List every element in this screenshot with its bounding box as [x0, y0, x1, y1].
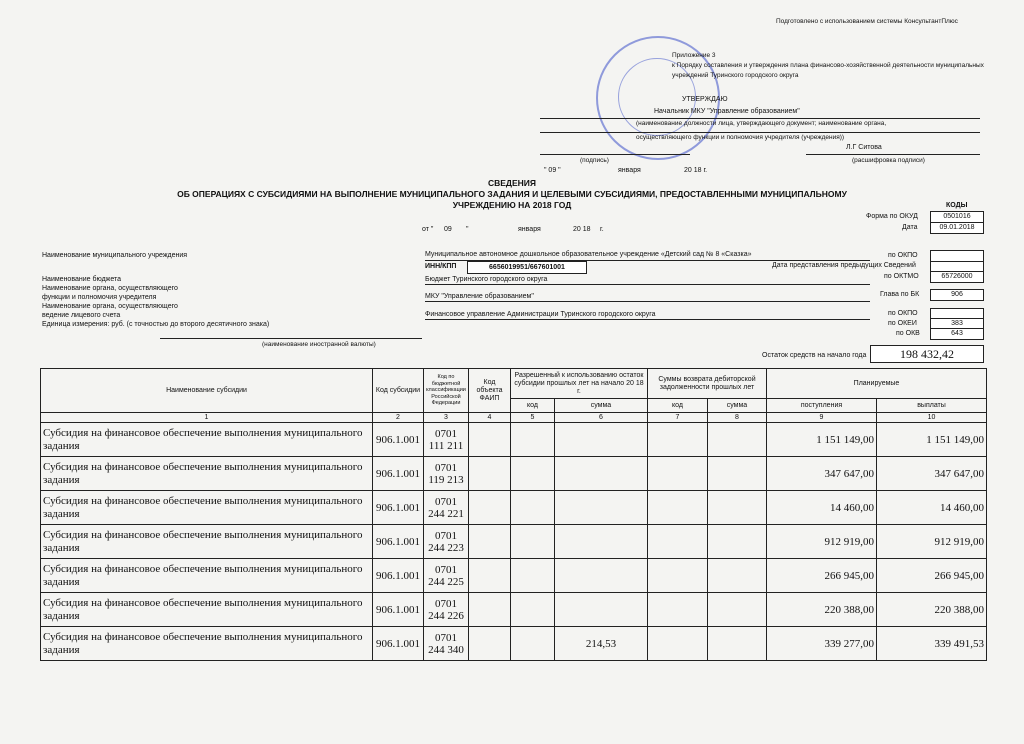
return-sum [708, 627, 767, 661]
label-unit: Единица измерения: руб. (с точностью до второго десятичного знака) [42, 321, 270, 328]
planned-payments: 912 919,00 [877, 525, 987, 559]
bk-section: 0701 [435, 461, 457, 474]
planned-payments: 220 388,00 [877, 593, 987, 627]
subsidy-code: 906.1.001 [373, 593, 424, 627]
faip-code [469, 593, 511, 627]
allowed-code [511, 525, 555, 559]
col-number: 4 [469, 413, 511, 423]
okpo-label: по ОКПО [888, 252, 918, 259]
okpo2-label: по ОКПО [888, 310, 918, 317]
allowed-sum [555, 525, 648, 559]
planned-receipts: 912 919,00 [767, 525, 877, 559]
planned-receipts: 220 388,00 [767, 593, 877, 627]
bk-section: 0701 [435, 631, 457, 644]
table-row [41, 423, 987, 457]
allowed-code [511, 423, 555, 457]
oktmo-label: по ОКТМО [884, 273, 919, 280]
header-name: Наименование субсидии [41, 369, 373, 413]
bk-article: 119 213 [428, 473, 464, 486]
appendix-line3: учреждений Туринского городского округа [672, 72, 799, 79]
planned-receipts: 14 460,00 [767, 491, 877, 525]
bk-section: 0701 [435, 563, 457, 576]
col-number: 9 [767, 413, 877, 423]
title-line1: СВЕДЕНИЯ [487, 178, 537, 188]
table-row [41, 525, 987, 559]
appendix-line1: Приложение 3 [672, 52, 716, 59]
okv-label: по ОКВ [896, 330, 920, 337]
bk-section: 0701 [435, 427, 457, 440]
codes-header: КОДЫ [946, 202, 968, 209]
bk-code [424, 627, 469, 661]
subsidy-code: 906.1.001 [373, 491, 424, 525]
col-number: 2 [373, 413, 424, 423]
faip-code [469, 491, 511, 525]
faip-code [469, 525, 511, 559]
header-sum-sub2: сумма [708, 399, 767, 413]
approval-day: " 09 " [544, 167, 561, 174]
approve-label: УТВЕРЖДАЮ [682, 96, 728, 103]
function-caption: осуществляющего функции и полномочия учредителя (учреждения)) [636, 134, 845, 141]
allowed-sum [555, 457, 648, 491]
okv-value: 643 [930, 328, 984, 340]
bk-article: 244 226 [428, 609, 464, 622]
return-code [648, 525, 708, 559]
subsidy-code: 906.1.001 [373, 525, 424, 559]
date-year: 20 18 [573, 226, 591, 233]
account-holder-name: Финансовое управление Администрации Туринского городского округа [425, 311, 656, 318]
return-sum [708, 423, 767, 457]
return-code [648, 491, 708, 525]
header-code-sub2: код [648, 399, 708, 413]
planned-receipts: 347 647,00 [767, 457, 877, 491]
allowed-code [511, 491, 555, 525]
balance-label: Остаток средств на начало года [762, 352, 867, 359]
allowed-sum [555, 491, 648, 525]
currency-caption: (наименование иностранной валюты) [262, 341, 376, 348]
appendix-line2: к Порядку составления и утверждения плана финансово-хозяйственной деятельности муниципальных [672, 62, 984, 69]
subsidy-code: 906.1.001 [373, 423, 424, 457]
bk-code [424, 491, 469, 525]
faip-code [469, 423, 511, 457]
header-sum-sub: сумма [555, 399, 648, 413]
planned-payments: 266 945,00 [877, 559, 987, 593]
bk-value: 906 [930, 289, 984, 301]
planned-payments: 14 460,00 [877, 491, 987, 525]
approver-name: Л.Г Ситова [846, 144, 882, 151]
planned-payments: 347 647,00 [877, 457, 987, 491]
inn-label: ИНН/КПП [425, 263, 457, 270]
header-payments: выплаты [877, 399, 987, 413]
header-planned: Планируемые [767, 369, 987, 399]
bk-code [424, 457, 469, 491]
header-faip: Код объекта ФАИП [469, 369, 511, 413]
founder-name: МКУ "Управление образованием" [425, 293, 534, 300]
subsidy-name: Субсидия на финансовое обеспечение выполнения муниципального задания [41, 525, 373, 559]
return-code [648, 559, 708, 593]
label-organ3: Наименование органа, осуществляющего [42, 303, 178, 310]
bk-code [424, 559, 469, 593]
planned-receipts: 339 277,00 [767, 627, 877, 661]
subsidy-name: Субсидия на финансовое обеспечение выполнения муниципального задания [41, 627, 373, 661]
label-budget: Наименование бюджета [42, 276, 122, 283]
return-sum [708, 491, 767, 525]
label-organ2: функции и полномочия учредителя [42, 294, 157, 301]
bk-code [424, 525, 469, 559]
allowed-code [511, 559, 555, 593]
allowed-sum [555, 593, 648, 627]
okei-label: по ОКЕИ [888, 320, 917, 327]
bk-article: 244 223 [428, 541, 464, 554]
consultant-note: Подготовлено с использованием системы КонсультантПлюс [776, 18, 958, 25]
date-day: 09 [444, 226, 452, 233]
subsidy-table [40, 368, 987, 661]
okud-label: Форма по ОКУД [866, 213, 918, 220]
bk-section: 0701 [435, 529, 457, 542]
table-row [41, 593, 987, 627]
bk-section: 0701 [435, 597, 457, 610]
faip-code [469, 559, 511, 593]
bk-label: Глава по БК [880, 291, 920, 298]
title-line3: УЧРЕЖДЕНИЮ НА 2018 ГОД [452, 200, 572, 210]
bk-article: 244 221 [428, 507, 464, 520]
approval-year: 20 18 г. [684, 167, 708, 174]
allowed-code [511, 457, 555, 491]
return-sum [708, 457, 767, 491]
subsidy-name: Субсидия на финансовое обеспечение выполнения муниципального задания [41, 423, 373, 457]
signature-caption: (подпись) [580, 157, 609, 164]
subsidy-code: 906.1.001 [373, 627, 424, 661]
approval-month: января [618, 167, 641, 174]
bk-code [424, 423, 469, 457]
balance-value: 198 432,42 [870, 345, 984, 363]
approver-position-caption: (наименование должности лица, утверждающего документ; наименование органа, [636, 120, 887, 127]
bk-article: 244 340 [428, 643, 464, 656]
date-from: от " [422, 226, 434, 233]
faip-code [469, 457, 511, 491]
header-code: Код субсидии [373, 369, 424, 413]
header-receipts: поступления [767, 399, 877, 413]
label-institution: Наименование муниципального учреждения [42, 252, 188, 259]
bk-section: 0701 [435, 495, 457, 508]
date-value: 09.01.2018 [930, 222, 984, 234]
planned-payments: 1 151 149,00 [877, 423, 987, 457]
table-row [41, 457, 987, 491]
col-number: 7 [648, 413, 708, 423]
allowed-code [511, 627, 555, 661]
subsidy-name: Субсидия на финансовое обеспечение выполнения муниципального задания [41, 491, 373, 525]
return-sum [708, 593, 767, 627]
table-row [41, 627, 987, 661]
label-organ1: Наименование органа, осуществляющего [42, 285, 178, 292]
approver-position: Начальник МКУ "Управление образованием" [654, 108, 800, 115]
bk-code [424, 593, 469, 627]
header-bk: Код по бюджетной классификации Российской Федерации [424, 369, 469, 413]
okud-value: 0501016 [930, 211, 984, 223]
allowed-sum [555, 423, 648, 457]
subsidy-code: 906.1.001 [373, 457, 424, 491]
institution-name: Муниципальное автономное дошкольное образовательное учреждение «Детский сад № 8 «Сказка» [425, 251, 752, 258]
planned-receipts: 1 151 149,00 [767, 423, 877, 457]
allowed-sum: 214,53 [555, 627, 648, 661]
subsidy-name: Субсидия на финансовое обеспечение выполнения муниципального задания [41, 593, 373, 627]
col-number: 1 [41, 413, 373, 423]
subsidy-name: Субсидия на финансовое обеспечение выполнения муниципального задания [41, 559, 373, 593]
col-number: 3 [424, 413, 469, 423]
header-allowed: Разрешенный к использованию остаток субсидии прошлых лет на начало 20 18 г. [511, 369, 648, 399]
prev-label: Дата представления предыдущих Сведений [772, 262, 916, 269]
allowed-sum [555, 559, 648, 593]
return-sum [708, 525, 767, 559]
faip-code [469, 627, 511, 661]
subsidy-name: Субсидия на финансовое обеспечение выполнения муниципального задания [41, 457, 373, 491]
date-quote: " [466, 226, 469, 233]
return-code [648, 457, 708, 491]
bk-article: 244 225 [428, 575, 464, 588]
return-code [648, 593, 708, 627]
col-number: 8 [708, 413, 767, 423]
budget-name: Бюджет Туринского городского округа [425, 276, 548, 283]
title-line2: ОБ ОПЕРАЦИЯХ С СУБСИДИЯМИ НА ВЫПОЛНЕНИЕ МУНИЦИПАЛЬНОГО ЗАДАНИЯ И ЦЕЛЕВЫМИ СУБСИДИЯМИ, ПРЕДОСТАВЛЕННЫМИ МУНИЦИПАЛЬНОМУ [177, 189, 847, 199]
table-row [41, 559, 987, 593]
col-number: 10 [877, 413, 987, 423]
subsidy-code: 906.1.001 [373, 559, 424, 593]
date-month: января [518, 226, 541, 233]
okei-value: 383 [930, 318, 984, 330]
decode-caption: (расшифровка подписи) [852, 157, 925, 164]
col-number: 5 [511, 413, 555, 423]
allowed-code [511, 593, 555, 627]
date-label: Дата [902, 224, 918, 231]
header-code-sub: код [511, 399, 555, 413]
header-return: Суммы возврата дебиторской задолженности прошлых лет [648, 369, 767, 399]
bk-article: 111 211 [428, 439, 464, 452]
oktmo-value: 65726000 [930, 271, 984, 283]
column-numbers-row [41, 413, 987, 423]
label-organ4: ведение лицевого счета [42, 312, 121, 319]
return-code [648, 423, 708, 457]
planned-payments: 339 491,53 [877, 627, 987, 661]
planned-receipts: 266 945,00 [767, 559, 877, 593]
table-row [41, 491, 987, 525]
return-sum [708, 559, 767, 593]
inn-value: 6656019951/667601001 [467, 261, 587, 274]
col-number: 6 [555, 413, 648, 423]
date-g: г. [600, 226, 604, 233]
return-code [648, 627, 708, 661]
